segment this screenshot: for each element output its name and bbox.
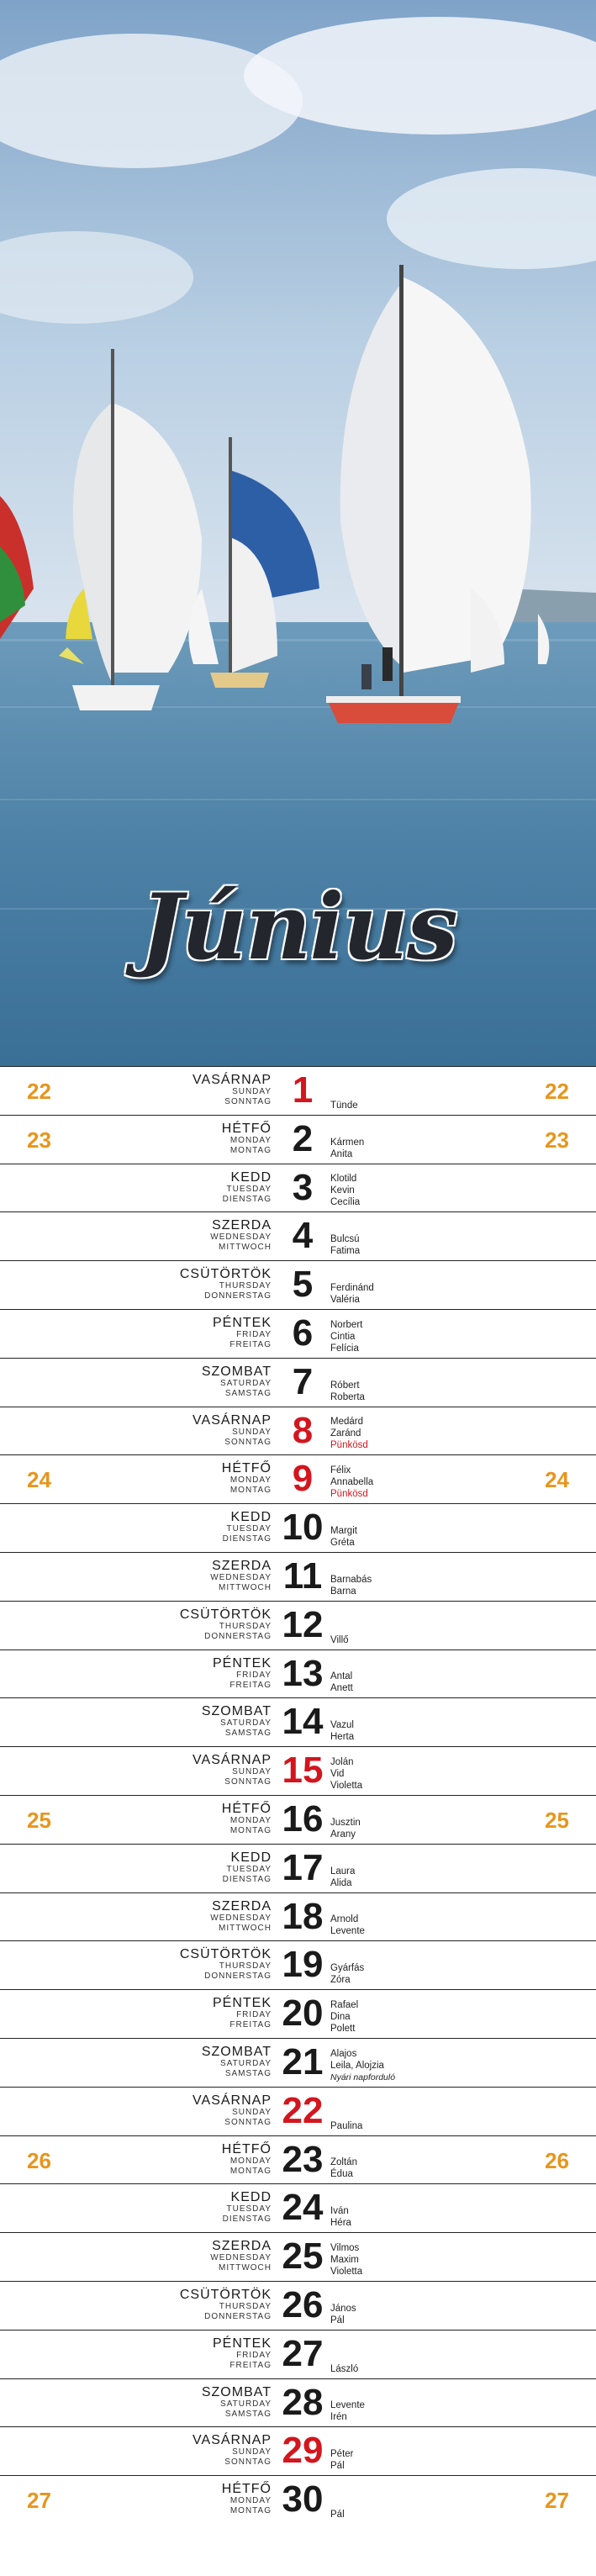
day-name-hu: HÉTFŐ bbox=[221, 1121, 272, 1136]
name-day: Alajos bbox=[330, 2048, 357, 2059]
week-number-left: 22 bbox=[27, 1079, 51, 1104]
day-row bbox=[0, 1940, 596, 1989]
day-number: 24 bbox=[282, 2187, 324, 2229]
day-name-de: FREITAG bbox=[229, 1339, 272, 1349]
day-name-de: MITTWOCH bbox=[219, 2263, 272, 2273]
day-name-en: FRIDAY bbox=[236, 1329, 272, 1339]
day-row bbox=[0, 2087, 596, 2135]
day-name-hu: VASÁRNAP bbox=[193, 2093, 272, 2108]
day-name bbox=[213, 1656, 272, 1691]
week-number-right: 27 bbox=[545, 2488, 569, 2514]
day-row bbox=[0, 1309, 596, 1358]
day-name-de: SAMSTAG bbox=[224, 2068, 272, 2078]
name-days bbox=[330, 1866, 355, 1889]
name-days bbox=[330, 1465, 373, 1500]
day-name-de: MITTWOCH bbox=[219, 1243, 272, 1253]
day-name-en: MONDAY bbox=[229, 1135, 272, 1145]
day-name bbox=[222, 2142, 272, 2177]
week-number-right: 22 bbox=[545, 1079, 569, 1104]
day-name-en: FRIDAY bbox=[236, 2350, 272, 2360]
day-name bbox=[223, 1170, 272, 1205]
day-name-de: SONNTAG bbox=[224, 2457, 272, 2468]
day-name-hu: SZOMBAT bbox=[201, 1704, 272, 1719]
day-number: 17 bbox=[282, 1846, 324, 1888]
name-days bbox=[330, 1525, 357, 1549]
day-name-en: WEDNESDAY bbox=[210, 2253, 272, 2263]
day-number: 10 bbox=[282, 1507, 324, 1549]
name-day: Laura bbox=[330, 1866, 356, 1877]
day-number: 18 bbox=[282, 1895, 324, 1937]
name-day: Valéria bbox=[330, 1294, 360, 1305]
day-name bbox=[180, 1267, 272, 1301]
name-day: Vazul bbox=[330, 1720, 354, 1731]
day-row bbox=[0, 1211, 596, 1260]
day-name bbox=[223, 2190, 272, 2225]
day-row bbox=[0, 1552, 596, 1601]
day-name-en: SUNDAY bbox=[232, 1427, 272, 1437]
day-number: 4 bbox=[292, 1215, 314, 1257]
day-name-de: MONTAG bbox=[229, 1145, 272, 1155]
day-row bbox=[0, 1066, 596, 1115]
day-name-de: MONTAG bbox=[229, 2166, 272, 2176]
name-day: Jolán bbox=[330, 1756, 354, 1767]
day-name-en: SUNDAY bbox=[232, 1087, 272, 1096]
name-day: Violetta bbox=[330, 1780, 363, 1791]
day-name-en: WEDNESDAY bbox=[210, 1572, 272, 1582]
name-day: Édua bbox=[330, 2169, 353, 2180]
week-number-left: 23 bbox=[27, 1127, 51, 1153]
day-name-de: SONNTAG bbox=[224, 1437, 272, 1447]
day-name-hu: KEDD bbox=[230, 1169, 272, 1185]
day-name bbox=[180, 2288, 272, 2322]
day-name bbox=[213, 1996, 272, 2030]
name-day: Fatima bbox=[330, 1246, 361, 1257]
day-name-hu: PÉNTEK bbox=[212, 1315, 272, 1330]
day-name bbox=[222, 1461, 272, 1496]
day-number: 28 bbox=[282, 2381, 324, 2423]
name-days bbox=[330, 2363, 358, 2375]
day-name-en: TUESDAY bbox=[226, 1524, 272, 1534]
day-name bbox=[202, 2045, 272, 2079]
name-day: Róbert bbox=[330, 1380, 360, 1391]
day-name-en: SATURDAY bbox=[220, 2058, 272, 2068]
week-number-left: 24 bbox=[27, 1467, 51, 1493]
name-day: Gréta bbox=[330, 1537, 355, 1548]
day-name-de: DONNERSTAG bbox=[204, 1631, 272, 1641]
name-day: Arany bbox=[330, 1829, 356, 1840]
day-name-de: FREITAG bbox=[229, 1680, 272, 1690]
day-number: 26 bbox=[282, 2283, 324, 2325]
name-day: Antal bbox=[330, 1671, 353, 1682]
name-days bbox=[330, 1634, 349, 1646]
name-day: Barnabás bbox=[330, 1574, 372, 1585]
name-day: Iván bbox=[330, 2206, 349, 2217]
day-name bbox=[213, 2336, 272, 2371]
day-name-en: THURSDAY bbox=[219, 1961, 272, 1972]
day-row bbox=[0, 1407, 596, 1455]
day-name-de: SAMSTAG bbox=[224, 1388, 272, 1398]
day-row bbox=[0, 1601, 596, 1650]
day-name-en: THURSDAY bbox=[219, 1281, 272, 1291]
day-name-hu: KEDD bbox=[230, 1510, 272, 1525]
name-day: Irén bbox=[330, 2412, 347, 2423]
day-name-hu: SZERDA bbox=[212, 2239, 272, 2254]
name-day: Rafael bbox=[330, 1999, 359, 2010]
day-name-de: SONNTAG bbox=[224, 2117, 272, 2127]
day-number: 3 bbox=[292, 1166, 314, 1208]
day-number: 19 bbox=[282, 1944, 324, 1986]
name-day: Felícia bbox=[330, 1343, 359, 1354]
day-row bbox=[0, 1989, 596, 2038]
day-name-hu: CSÜTÖRTÖK bbox=[179, 1607, 272, 1622]
day-number: 22 bbox=[282, 2089, 324, 2131]
day-number: 9 bbox=[292, 1458, 314, 1500]
day-name-en: MONDAY bbox=[229, 2496, 272, 2506]
name-day: Klotild bbox=[330, 1174, 357, 1185]
day-name bbox=[180, 1607, 272, 1642]
day-number: 8 bbox=[292, 1409, 314, 1451]
day-number: 6 bbox=[292, 1312, 314, 1354]
day-name-hu: VASÁRNAP bbox=[193, 2433, 272, 2448]
day-name-hu: HÉTFŐ bbox=[221, 1801, 272, 1816]
day-row bbox=[0, 2183, 596, 2232]
day-name-de: DONNERSTAG bbox=[204, 1972, 272, 1982]
day-row bbox=[0, 1164, 596, 1212]
day-name-hu: PÉNTEK bbox=[212, 1996, 272, 2011]
day-number: 25 bbox=[282, 2236, 324, 2278]
day-name bbox=[180, 1947, 272, 1982]
day-name bbox=[213, 1316, 272, 1350]
day-name-de: DIENSTAG bbox=[222, 1874, 272, 1884]
day-row bbox=[0, 1697, 596, 1746]
day-name-en: WEDNESDAY bbox=[210, 1913, 272, 1923]
name-days bbox=[330, 1233, 360, 1257]
name-day: Barna bbox=[330, 1586, 356, 1597]
day-row bbox=[0, 2038, 596, 2087]
name-day: Zaránd bbox=[330, 1428, 361, 1439]
name-days bbox=[330, 2448, 354, 2472]
name-days bbox=[330, 1319, 362, 1354]
day-row bbox=[0, 2426, 596, 2475]
day-name-en: THURSDAY bbox=[219, 2301, 272, 2311]
name-day: László bbox=[330, 2363, 359, 2374]
day-row bbox=[0, 2475, 596, 2524]
name-day: Paulina bbox=[330, 2120, 363, 2131]
week-number-left: 26 bbox=[27, 2147, 51, 2173]
name-day: Kármen bbox=[330, 1137, 365, 1148]
name-days bbox=[330, 1137, 364, 1160]
day-row bbox=[0, 1795, 596, 1844]
name-day: Anett bbox=[330, 1683, 353, 1694]
day-name-en: SATURDAY bbox=[220, 2399, 272, 2409]
day-name-en: TUESDAY bbox=[226, 1184, 272, 1194]
day-row bbox=[0, 2232, 596, 2281]
name-day: Zóra bbox=[330, 1975, 351, 1986]
name-day: János bbox=[330, 2303, 356, 2314]
day-row bbox=[0, 1892, 596, 1941]
day-number: 5 bbox=[292, 1264, 314, 1306]
name-day: Kevin bbox=[330, 1185, 355, 1196]
name-day: Vilmos bbox=[330, 2242, 360, 2253]
day-name-de: FREITAG bbox=[229, 2020, 272, 2030]
name-day: Péter bbox=[330, 2449, 354, 2460]
day-number: 21 bbox=[282, 2040, 324, 2082]
day-row bbox=[0, 1503, 596, 1552]
day-name-de: SAMSTAG bbox=[224, 2409, 272, 2419]
day-name-en: MONDAY bbox=[229, 1475, 272, 1486]
day-name-de: MITTWOCH bbox=[219, 1582, 272, 1592]
day-name-hu: HÉTFŐ bbox=[221, 2141, 272, 2156]
day-name-hu: HÉTFŐ bbox=[221, 2482, 272, 2497]
day-number: 14 bbox=[282, 1701, 324, 1743]
name-days bbox=[330, 1914, 365, 1937]
day-number: 12 bbox=[282, 1603, 324, 1645]
name-day: Leila, Alojzia bbox=[330, 2060, 384, 2071]
name-day: Medárd bbox=[330, 1417, 363, 1428]
day-name-en: SUNDAY bbox=[232, 2447, 272, 2457]
day-row bbox=[0, 2281, 596, 2330]
name-day: Levente bbox=[330, 2400, 365, 2411]
day-name-en: MONDAY bbox=[229, 1815, 272, 1825]
name-day: Ferdinánd bbox=[330, 1282, 374, 1293]
name-days bbox=[330, 1719, 354, 1743]
day-name-en: SUNDAY bbox=[232, 1767, 272, 1777]
day-row bbox=[0, 1844, 596, 1892]
name-day: Roberta bbox=[330, 1391, 365, 1402]
day-number: 11 bbox=[282, 1555, 323, 1597]
day-name bbox=[202, 1365, 272, 1399]
day-name-de: MONTAG bbox=[229, 2506, 272, 2516]
day-name bbox=[223, 1510, 272, 1544]
day-name bbox=[222, 1122, 272, 1156]
name-day: Arnold bbox=[330, 1914, 359, 1925]
calendar-days bbox=[0, 1066, 596, 2524]
day-name bbox=[210, 1218, 272, 1253]
day-name-hu: KEDD bbox=[230, 1850, 272, 1865]
day-number: 1 bbox=[292, 1069, 314, 1111]
name-day: Jusztin bbox=[330, 1817, 361, 1828]
day-number: 20 bbox=[282, 1993, 324, 2035]
day-name-hu: SZOMBAT bbox=[201, 1364, 272, 1379]
day-name-en: TUESDAY bbox=[226, 1864, 272, 1874]
day-number: 2 bbox=[292, 1117, 314, 1159]
day-name bbox=[193, 1413, 272, 1448]
name-days bbox=[330, 2156, 357, 2180]
name-day: Violetta bbox=[330, 2266, 363, 2277]
name-day: Pál bbox=[330, 2315, 345, 2325]
day-name bbox=[202, 2385, 272, 2420]
day-name-hu: SZERDA bbox=[212, 1898, 272, 1914]
name-day: Margit bbox=[330, 1525, 357, 1536]
day-name-hu: CSÜTÖRTÖK bbox=[179, 1267, 272, 1282]
day-name-en: FRIDAY bbox=[236, 2010, 272, 2020]
name-day: Annabella bbox=[330, 1477, 374, 1488]
name-days bbox=[330, 1962, 364, 1986]
name-days bbox=[330, 1999, 358, 2035]
day-name-hu: SZOMBAT bbox=[201, 2384, 272, 2399]
name-days bbox=[330, 1282, 374, 1306]
day-row bbox=[0, 1358, 596, 1407]
day-name-de: SAMSTAG bbox=[224, 1729, 272, 1739]
name-days bbox=[330, 1416, 368, 1451]
day-name bbox=[223, 1850, 272, 1885]
name-day: Tünde bbox=[330, 1100, 358, 1111]
day-name-hu: VASÁRNAP bbox=[193, 1412, 272, 1428]
day-name-de: DIENSTAG bbox=[222, 1534, 272, 1544]
day-name-de: DIENSTAG bbox=[222, 1194, 272, 1204]
name-day: Héra bbox=[330, 2218, 351, 2229]
day-row bbox=[0, 1746, 596, 1795]
name-day: Zoltán bbox=[330, 2157, 357, 2168]
day-name bbox=[210, 2239, 272, 2273]
day-name-de: MITTWOCH bbox=[219, 1923, 272, 1933]
day-name-de: FREITAG bbox=[229, 2360, 272, 2370]
name-days bbox=[330, 1671, 353, 1694]
week-number-right: 24 bbox=[545, 1467, 569, 1493]
day-row bbox=[0, 2135, 596, 2184]
day-row bbox=[0, 2330, 596, 2378]
month-title: Június bbox=[140, 874, 456, 980]
day-name bbox=[210, 1559, 272, 1593]
name-days bbox=[330, 2120, 362, 2132]
day-name-hu: PÉNTEK bbox=[212, 1655, 272, 1671]
day-number: 27 bbox=[282, 2332, 324, 2374]
day-name-hu: SZOMBAT bbox=[201, 2044, 272, 2059]
day-name-hu: VASÁRNAP bbox=[193, 1753, 272, 1768]
day-name-hu: CSÜTÖRTÖK bbox=[179, 1947, 272, 1962]
solstice-note: Nyári napforduló bbox=[330, 2072, 396, 2082]
name-days bbox=[330, 2399, 365, 2423]
name-day: Vid bbox=[330, 1768, 345, 1779]
day-name-de: SONNTAG bbox=[224, 1097, 272, 1106]
day-name bbox=[193, 1753, 272, 1787]
day-name-hu: SZERDA bbox=[212, 1558, 272, 1573]
day-number: 23 bbox=[282, 2138, 324, 2180]
name-day: Alida bbox=[330, 1877, 352, 1888]
name-day: Polett bbox=[330, 2023, 356, 2034]
day-name bbox=[210, 1899, 272, 1934]
day-name-en: MONDAY bbox=[229, 2156, 272, 2166]
day-name bbox=[202, 1704, 272, 1739]
day-name-hu: KEDD bbox=[230, 2190, 272, 2205]
name-days bbox=[330, 1574, 372, 1597]
name-days bbox=[330, 2509, 345, 2521]
week-number-left: 25 bbox=[27, 1807, 51, 1833]
day-number: 13 bbox=[282, 1652, 324, 1694]
holiday-note: Pünkösd bbox=[330, 1440, 368, 1451]
name-day: Maxim bbox=[330, 2254, 359, 2265]
day-name-de: MONTAG bbox=[229, 1825, 272, 1835]
name-day: Cintia bbox=[330, 1331, 356, 1342]
name-days bbox=[330, 2048, 395, 2083]
name-days bbox=[330, 1173, 360, 1208]
day-number: 7 bbox=[292, 1360, 314, 1402]
name-day: Cecília bbox=[330, 1197, 361, 1208]
name-day: Félix bbox=[330, 1465, 351, 1476]
name-day: Herta bbox=[330, 1732, 355, 1743]
week-number-right: 23 bbox=[545, 1127, 569, 1153]
name-days bbox=[330, 2205, 351, 2229]
name-days bbox=[330, 2242, 362, 2278]
day-row bbox=[0, 1115, 596, 1164]
day-name bbox=[222, 2482, 272, 2516]
name-day: Levente bbox=[330, 1926, 365, 1937]
day-name-en: WEDNESDAY bbox=[210, 1233, 272, 1243]
name-day: Gyárfás bbox=[330, 1963, 365, 1974]
day-name-de: DIENSTAG bbox=[222, 2214, 272, 2225]
day-number: 30 bbox=[282, 2478, 324, 2521]
name-days bbox=[330, 1756, 362, 1792]
day-name-de: SONNTAG bbox=[224, 1777, 272, 1787]
day-name bbox=[193, 1073, 272, 1107]
day-row bbox=[0, 1650, 596, 1698]
day-name bbox=[222, 1802, 272, 1836]
name-day: Norbert bbox=[330, 1319, 363, 1330]
name-day: Anita bbox=[330, 1148, 353, 1159]
day-name-hu: VASÁRNAP bbox=[193, 1073, 272, 1087]
day-name-hu: CSÜTÖRTÖK bbox=[179, 2287, 272, 2302]
day-name-en: THURSDAY bbox=[219, 1621, 272, 1631]
day-row bbox=[0, 1454, 596, 1503]
day-name-en: TUESDAY bbox=[226, 2204, 272, 2214]
day-name-hu: HÉTFŐ bbox=[221, 1461, 272, 1476]
week-number-right: 25 bbox=[545, 1807, 569, 1833]
day-number: 29 bbox=[282, 2430, 324, 2472]
holiday-note: Pünkösd bbox=[330, 1489, 368, 1500]
week-number-left: 27 bbox=[27, 2488, 51, 2514]
day-name-en: FRIDAY bbox=[236, 1670, 272, 1680]
day-name bbox=[193, 2433, 272, 2468]
day-name bbox=[193, 2093, 272, 2128]
name-days bbox=[330, 1817, 361, 1840]
day-name-de: MONTAG bbox=[229, 1486, 272, 1496]
name-day: Pál bbox=[330, 2509, 345, 2520]
name-days bbox=[330, 2303, 356, 2326]
day-name-hu: PÉNTEK bbox=[212, 2336, 272, 2351]
day-name-de: DONNERSTAG bbox=[204, 1291, 272, 1301]
day-number: 15 bbox=[282, 1750, 324, 1792]
day-row bbox=[0, 2378, 596, 2427]
day-name-hu: SZERDA bbox=[212, 1218, 272, 1233]
name-day: Pál bbox=[330, 2461, 345, 2472]
name-day: Villő bbox=[330, 1634, 349, 1645]
name-days bbox=[330, 1100, 358, 1111]
day-name-de: DONNERSTAG bbox=[204, 2311, 272, 2321]
week-number-right: 26 bbox=[545, 2147, 569, 2173]
day-name-en: SUNDAY bbox=[232, 2107, 272, 2117]
day-row bbox=[0, 1260, 596, 1309]
day-number: 16 bbox=[282, 1797, 324, 1840]
name-days bbox=[330, 1380, 365, 1403]
day-name-en: SATURDAY bbox=[220, 1718, 272, 1729]
day-name-en: SATURDAY bbox=[220, 1378, 272, 1388]
name-day: Dina bbox=[330, 2011, 351, 2022]
name-day: Bulcsú bbox=[330, 1234, 360, 1245]
